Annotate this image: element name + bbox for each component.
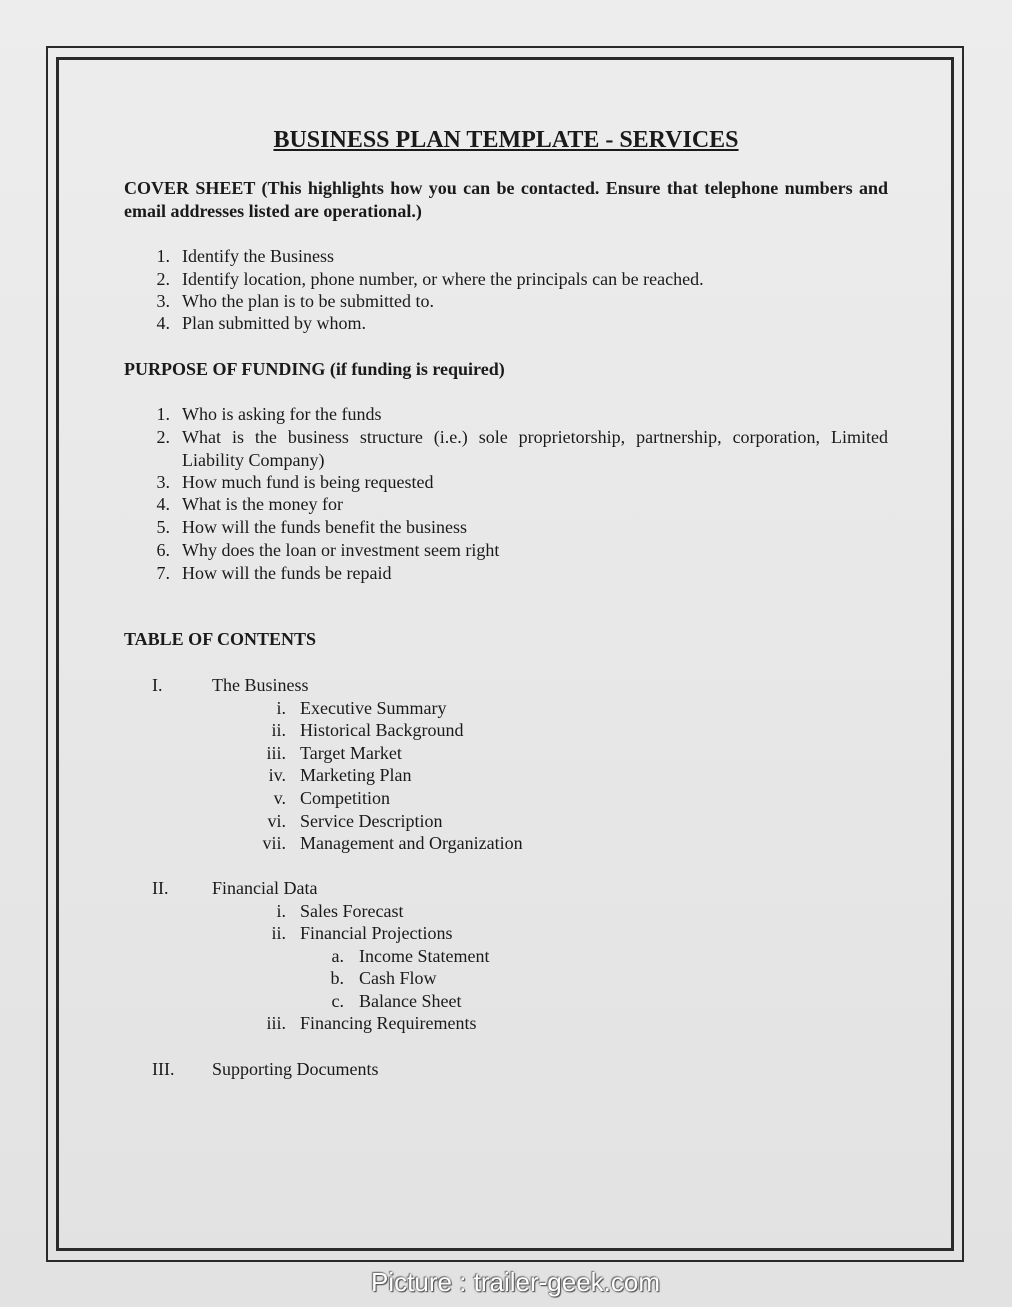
list-item: How will the funds be repaid: [182, 563, 392, 583]
watermark-caption: Picture : trailer-geek.com: [371, 1267, 660, 1297]
toc-item: Executive Summary: [300, 698, 447, 718]
list-item: What is the business structure (i.e.) sole proprietorship, partnership, corporation, Limited Liability Company): [182, 427, 888, 470]
toc-item: Financing Requirements: [300, 1013, 477, 1033]
toc-section-number: I.: [152, 675, 163, 695]
toc-item-number: i.: [276, 901, 286, 921]
list-item: How will the funds benefit the business: [182, 517, 467, 537]
list-item: Identify the Business: [182, 246, 334, 266]
list-item-number: 1.: [156, 404, 170, 424]
list-item-number: 4.: [156, 313, 170, 333]
toc-item-number: iv.: [268, 765, 286, 785]
toc-item-number: iii.: [266, 1013, 286, 1033]
list-item: Plan submitted by whom.: [182, 313, 366, 333]
cover-sheet-heading: COVER SHEET (This highlights how you can be contacted. Ensure that telephone numbers and email addresses listed are operational.): [124, 178, 888, 221]
list-item: Who the plan is to be submitted to.: [182, 291, 434, 311]
toc-subitem: Balance Sheet: [359, 991, 462, 1011]
toc-item: Financial Projections: [300, 923, 453, 943]
toc-heading: TABLE OF CONTENTS: [124, 629, 317, 649]
toc-item: Competition: [300, 788, 390, 808]
list-item: Identify location, phone number, or where the principals can be reached.: [182, 269, 704, 289]
list-item-number: 2.: [156, 269, 170, 289]
toc-item-number: vi.: [267, 811, 286, 831]
toc-item: Marketing Plan: [300, 765, 412, 785]
toc-section: Financial Data: [212, 878, 318, 898]
list-item-number: 2.: [156, 427, 170, 447]
document-title: BUSINESS PLAN TEMPLATE - SERVICES: [273, 127, 739, 153]
toc-item: Target Market: [300, 743, 402, 763]
list-item-number: 3.: [156, 472, 170, 492]
toc-item-number: vii.: [262, 833, 286, 853]
toc-section: The Business: [212, 675, 309, 695]
toc-subitem-number: c.: [331, 991, 344, 1011]
toc-subitem: Income Statement: [359, 946, 490, 966]
list-item: How much fund is being requested: [182, 472, 434, 492]
toc-section-number: III.: [152, 1059, 175, 1079]
toc-item-number: i.: [276, 698, 286, 718]
toc-section-number: II.: [152, 878, 169, 898]
list-item: What is the money for: [182, 494, 343, 514]
toc-item: Sales Forecast: [300, 901, 404, 921]
funding-heading: PURPOSE OF FUNDING (if funding is required): [124, 359, 505, 379]
list-item: Why does the loan or investment seem right: [182, 540, 500, 560]
list-item-number: 5.: [156, 517, 170, 537]
toc-item-number: v.: [273, 788, 286, 808]
list-item-number: 7.: [156, 563, 170, 583]
list-item: Who is asking for the funds: [182, 404, 382, 424]
toc-item-number: iii.: [266, 743, 286, 763]
list-item-number: 4.: [156, 494, 170, 514]
toc-subitem: Cash Flow: [359, 968, 437, 988]
toc-section: Supporting Documents: [212, 1059, 379, 1079]
list-item-number: 1.: [156, 246, 170, 266]
list-item-number: 3.: [156, 291, 170, 311]
toc-item: Management and Organization: [300, 833, 523, 853]
toc-subitem-number: b.: [330, 968, 344, 988]
list-item-number: 6.: [156, 540, 170, 560]
toc-subitem-number: a.: [331, 946, 344, 966]
toc-item-number: ii.: [271, 923, 286, 943]
toc-item: Service Description: [300, 811, 443, 831]
toc-item: Historical Background: [300, 720, 464, 740]
toc-item-number: ii.: [271, 720, 286, 740]
